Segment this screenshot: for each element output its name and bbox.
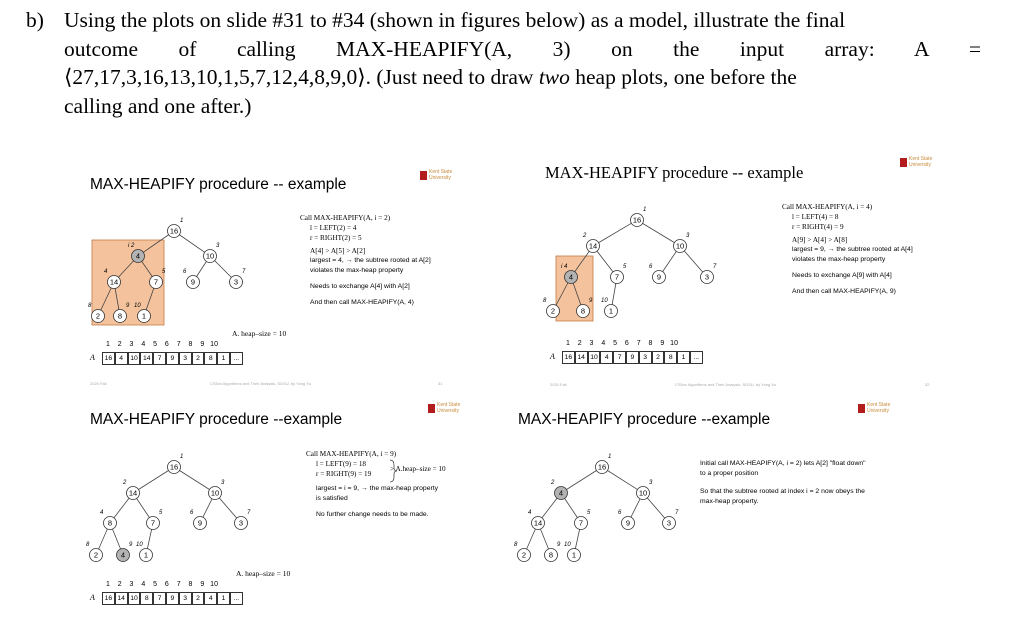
- array-index: 8: [648, 340, 653, 347]
- heap-index-label: 6: [190, 510, 194, 516]
- array-cells: [102, 592, 243, 605]
- heap-index-label: i 4: [561, 264, 568, 270]
- array-name: A: [550, 352, 555, 361]
- array-index: 5: [153, 581, 158, 588]
- heap-node-value: 2: [550, 306, 556, 316]
- slide-32: [543, 156, 945, 390]
- question-line-3b: heap plots, one before the: [569, 65, 797, 89]
- code-violates: violates the max-heap property: [792, 256, 886, 263]
- heap-node-value: 1: [143, 550, 149, 560]
- heap-node-value: 4: [120, 550, 126, 560]
- heap-index-label: 3: [686, 233, 690, 239]
- question-line-3a: ⟨27,17,3,16,13,10,1,5,7,12,4,8,9,0⟩. (Just need to draw: [64, 65, 539, 89]
- heap-index-label: 9: [129, 542, 133, 548]
- array-cell: 9: [166, 592, 179, 605]
- footer-left: 2020 Fall: [550, 382, 567, 387]
- array-index: 4: [141, 581, 146, 588]
- code-exchange: Needs to exchange A[4] with A[2]: [310, 283, 410, 290]
- footer-left: 2020 Fall: [90, 381, 107, 386]
- tree-edge: [593, 220, 637, 246]
- slide-33: [86, 398, 490, 628]
- array-cell: 4: [115, 352, 128, 365]
- heap-node-value: 7: [578, 518, 584, 528]
- array-index: 3: [589, 340, 594, 347]
- heap-index-label: 1: [180, 454, 184, 460]
- heap-node-value: 9: [625, 518, 631, 528]
- heap-index-label: 9: [557, 542, 561, 548]
- logo-text: Kent State University: [909, 156, 933, 168]
- array-cell: 7: [613, 351, 626, 364]
- heap-node-value: 9: [656, 272, 662, 282]
- array-cell: 9: [626, 351, 639, 364]
- array-cell: 4: [600, 351, 613, 364]
- array-cell: 8: [204, 352, 217, 365]
- heap-index-label: 2: [551, 480, 555, 486]
- array-indices: [562, 340, 680, 347]
- array-index: 7: [176, 581, 181, 588]
- heap-index-label: 5: [162, 269, 166, 275]
- array-cell: 14: [575, 351, 588, 364]
- code-panel: [700, 459, 866, 507]
- heap-node-value: 3: [704, 272, 710, 282]
- code-initial: Initial call MAX-HEAPIFY(A, i = 2) lets A[2] "float down": [700, 460, 866, 467]
- array-cell: 1: [677, 351, 690, 364]
- heap-index-label: 5: [587, 510, 591, 516]
- array-index: 3: [129, 341, 134, 348]
- heap-node-value: 4: [558, 488, 564, 498]
- code-no-change: No further change needs to be made.: [316, 511, 429, 518]
- code-compare: A[9] > A[4] > A[8]: [792, 236, 848, 244]
- heap-node-value: 14: [533, 518, 543, 528]
- heap-index-label: 10: [134, 303, 141, 309]
- heap-index-label: 1: [608, 454, 612, 460]
- heap-node-value: 3: [666, 518, 672, 528]
- logo-text: Kent State University: [867, 402, 891, 414]
- array-cell: 3: [179, 352, 192, 365]
- array-index: 4: [601, 340, 606, 347]
- array-cell: 4: [204, 592, 217, 605]
- array-index: 7: [176, 341, 181, 348]
- heap-index-label: 6: [649, 264, 653, 270]
- question-body: [64, 6, 981, 120]
- heap-index-label: 7: [675, 510, 679, 516]
- heap-index-label: 9: [589, 298, 593, 304]
- heap-node-value: 7: [153, 277, 159, 287]
- heap-node-value: 8: [580, 306, 586, 316]
- heap-size-label: A. heap–size = 10: [232, 329, 287, 338]
- heap-index-label: 9: [126, 303, 130, 309]
- slide-title: MAX-HEAPIFY procedure --example: [90, 411, 343, 428]
- heap-node-value: 8: [117, 311, 123, 321]
- code-largest: largest = 9, → the subtree rooted at A[4]: [792, 246, 913, 253]
- array-index: 2: [117, 581, 122, 588]
- heap-index-label: 5: [159, 510, 163, 516]
- array-index: 9: [660, 340, 665, 347]
- array-name: A: [90, 353, 95, 362]
- array-cell: 8: [140, 592, 153, 605]
- heap-node-value: 1: [608, 306, 614, 316]
- heap-node-value: 7: [150, 518, 156, 528]
- array-cell: 10: [128, 592, 141, 605]
- array-cell: 14: [140, 352, 153, 365]
- heap-node-value: 4: [568, 272, 574, 282]
- code-then: And then call MAX-HEAPIFY(A, 4): [310, 299, 414, 306]
- heap-index-label: 8: [88, 303, 92, 309]
- slide-34: [514, 398, 918, 628]
- slide-31: [90, 165, 490, 395]
- array-cells: [102, 352, 243, 365]
- heap-node-value: 14: [588, 241, 598, 251]
- question-line-3-emphasis: two: [538, 65, 570, 89]
- heap-size-label: A. heap–size = 10: [236, 569, 291, 578]
- heap-node-value: 14: [128, 488, 138, 498]
- heap-index-label: 8: [86, 542, 90, 548]
- heap-index-label: 4: [100, 510, 104, 516]
- heap-index-label: 5: [623, 264, 627, 270]
- array-index: 1: [105, 341, 110, 348]
- heap-index-label: 7: [242, 269, 246, 275]
- heap-node-value: 10: [675, 241, 685, 251]
- logo-text: Kent State University: [437, 402, 461, 414]
- heap-index-label: 7: [247, 510, 251, 516]
- array-cell: 2: [652, 351, 665, 364]
- slide-title: MAX-HEAPIFY procedure -- example: [90, 176, 347, 193]
- heap-node-value: 8: [107, 518, 113, 528]
- array-name: A: [90, 593, 95, 602]
- heap-index-label: 2: [583, 233, 587, 239]
- array-index: 9: [200, 341, 205, 348]
- code-left: l = LEFT(9) = 18: [316, 460, 367, 468]
- heap-node-value: 16: [597, 462, 607, 472]
- array-cell: 7: [153, 352, 166, 365]
- heap-index-label: 6: [618, 510, 622, 516]
- code-left: l = LEFT(2) = 4: [310, 224, 357, 232]
- array-cell: 10: [128, 352, 141, 365]
- array-cell: 1: [217, 592, 230, 605]
- array-index: 6: [164, 341, 169, 348]
- code-violates: violates the max-heap property: [310, 267, 404, 274]
- heap-index-label: 4: [528, 510, 532, 516]
- question-label: b): [26, 8, 44, 32]
- slide-title: MAX-HEAPIFY procedure -- example: [545, 163, 804, 182]
- heap-node-value: 16: [169, 226, 179, 236]
- array-index: 2: [117, 341, 122, 348]
- heap-index-label: 3: [221, 480, 225, 486]
- heap-index-label: 2: [123, 480, 127, 486]
- array-cell: 2: [192, 352, 205, 365]
- array-index: 4: [141, 341, 146, 348]
- heap-index-label: 1: [643, 207, 647, 213]
- heap-index-label: 6: [183, 269, 187, 275]
- heap-node-value: 8: [548, 550, 554, 560]
- heap-node-value: 1: [571, 550, 577, 560]
- code-panel: [306, 449, 446, 520]
- heap-tree: [514, 398, 918, 628]
- code-right: r = RIGHT(2) = 5: [310, 234, 362, 242]
- tree-edge: [637, 220, 680, 246]
- code-largest: largest = 4, → the subtree rooted at A[2]: [310, 257, 431, 264]
- question-line-4: calling and one after.): [64, 93, 252, 118]
- code-exchange: Needs to exchange A[9] with A[4]: [792, 272, 892, 279]
- heap-index-label: 10: [136, 542, 143, 548]
- code-right: r = RIGHT(4) = 9: [792, 223, 844, 231]
- heap-index-label: 10: [564, 542, 571, 548]
- slide-title: MAX-HEAPIFY procedure --example: [518, 411, 771, 428]
- heap-index-label: 7: [713, 264, 717, 270]
- array-cell: 14: [115, 592, 128, 605]
- array-cells: [562, 351, 703, 364]
- heap-index-label: 1: [180, 218, 184, 224]
- array-cell: 16: [102, 592, 115, 605]
- array-cell: 16: [562, 351, 575, 364]
- array-index: 10: [210, 581, 218, 588]
- heap-index-label: 8: [543, 298, 547, 304]
- array-cell: 3: [639, 351, 652, 364]
- heap-node-value: 10: [210, 488, 220, 498]
- heap-index-label: 3: [216, 243, 220, 249]
- array-cell: ...: [230, 592, 243, 605]
- array-index: 6: [164, 581, 169, 588]
- heap-index-label: 4: [104, 269, 108, 275]
- code-brace-note: > A.heap–size = 10: [390, 465, 446, 473]
- footer-mid: CS5xx Algorithms and Their Analysis, SDSU, by Yang Xu: [675, 382, 777, 387]
- array-cell: 7: [153, 592, 166, 605]
- tree-edge: [174, 467, 215, 493]
- code-subtree-2: max-heap property.: [700, 498, 759, 505]
- array-index: 3: [129, 581, 134, 588]
- code-right: r = RIGHT(9) = 19: [316, 470, 372, 478]
- array-cell: 9: [166, 352, 179, 365]
- heap-node-value: 9: [197, 518, 203, 528]
- array-index: 9: [200, 581, 205, 588]
- heap-node-value: 14: [109, 277, 119, 287]
- array-index: 2: [577, 340, 582, 347]
- code-panel: [782, 202, 913, 297]
- code-left: l = LEFT(4) = 8: [792, 213, 839, 221]
- array-index: 5: [153, 341, 158, 348]
- array-indices: [102, 341, 220, 348]
- array-indices: [102, 581, 220, 588]
- array-cell: 1: [217, 352, 230, 365]
- heap-index-label: i 2: [128, 243, 135, 249]
- heap-node-value: 16: [632, 215, 642, 225]
- heap-node-value: 7: [614, 272, 620, 282]
- code-panel: [300, 213, 431, 308]
- heap-index-label: 8: [514, 542, 518, 548]
- question-line-2: outcome of calling MAX-HEAPIFY(A, 3) on the input array: A =: [64, 36, 981, 61]
- logo-text: Kent State University: [429, 169, 453, 181]
- heap-node-value: 10: [638, 488, 648, 498]
- heap-node-value: 3: [238, 518, 244, 528]
- array-index: 8: [188, 581, 193, 588]
- array-cell: ...: [690, 351, 703, 364]
- array-cell: 10: [588, 351, 601, 364]
- code-initial-2: to a proper position: [700, 470, 759, 477]
- tree-edge: [561, 467, 602, 493]
- array-index: 7: [636, 340, 641, 347]
- tree-edge: [133, 467, 174, 493]
- array-cell: 2: [192, 592, 205, 605]
- code-call: Call MAX-HEAPIFY(A, i = 4): [782, 203, 873, 211]
- heap-node-value: 16: [169, 462, 179, 472]
- heap-node-value: 2: [93, 550, 99, 560]
- code-subtree: So that the subtree rooted at index i = 2 now obeys the: [700, 488, 865, 495]
- code-call: Call MAX-HEAPIFY(A, i = 9): [306, 450, 397, 458]
- array-index: 10: [670, 340, 678, 347]
- footer-page: 31: [438, 381, 443, 386]
- code-largest: largest = i = 9, → the max-heap property: [316, 485, 439, 492]
- array-index: 1: [565, 340, 570, 347]
- array-index: 6: [624, 340, 629, 347]
- heap-node-value: 3: [233, 277, 239, 287]
- code-then: And then call MAX-HEAPIFY(A, 9): [792, 288, 896, 295]
- heap-node-value: 2: [95, 311, 101, 321]
- heap-node-value: 10: [205, 251, 215, 261]
- heap-index-label: 3: [649, 480, 653, 486]
- array-index: 5: [613, 340, 618, 347]
- footer-mid: CS5xx Algorithms and Their Analysis, SDSU, by Yang Xu: [210, 381, 312, 386]
- heap-index-label: 10: [601, 298, 608, 304]
- code-call: Call MAX-HEAPIFY(A, i = 2): [300, 214, 391, 222]
- code-satisfied: is satisfied: [316, 495, 348, 502]
- array-index: 10: [210, 341, 218, 348]
- array-cell: ...: [230, 352, 243, 365]
- heap-node-value: 9: [190, 277, 196, 287]
- heap-node-value: 2: [521, 550, 527, 560]
- array-cell: 3: [179, 592, 192, 605]
- array-cell: 16: [102, 352, 115, 365]
- footer-page: 32: [925, 382, 930, 387]
- heap-node-value: 4: [135, 251, 141, 261]
- array-index: 8: [188, 341, 193, 348]
- question-line-1: Using the plots on slide #31 to #34 (shown in figures below) as a model, illustrate the final: [64, 8, 846, 32]
- question-text: [26, 6, 981, 120]
- array-index: 1: [105, 581, 110, 588]
- heap-node-value: 1: [141, 311, 147, 321]
- code-compare: A[4] > A[5] > A[2]: [310, 247, 366, 255]
- tree-edge: [602, 467, 643, 493]
- array-cell: 8: [664, 351, 677, 364]
